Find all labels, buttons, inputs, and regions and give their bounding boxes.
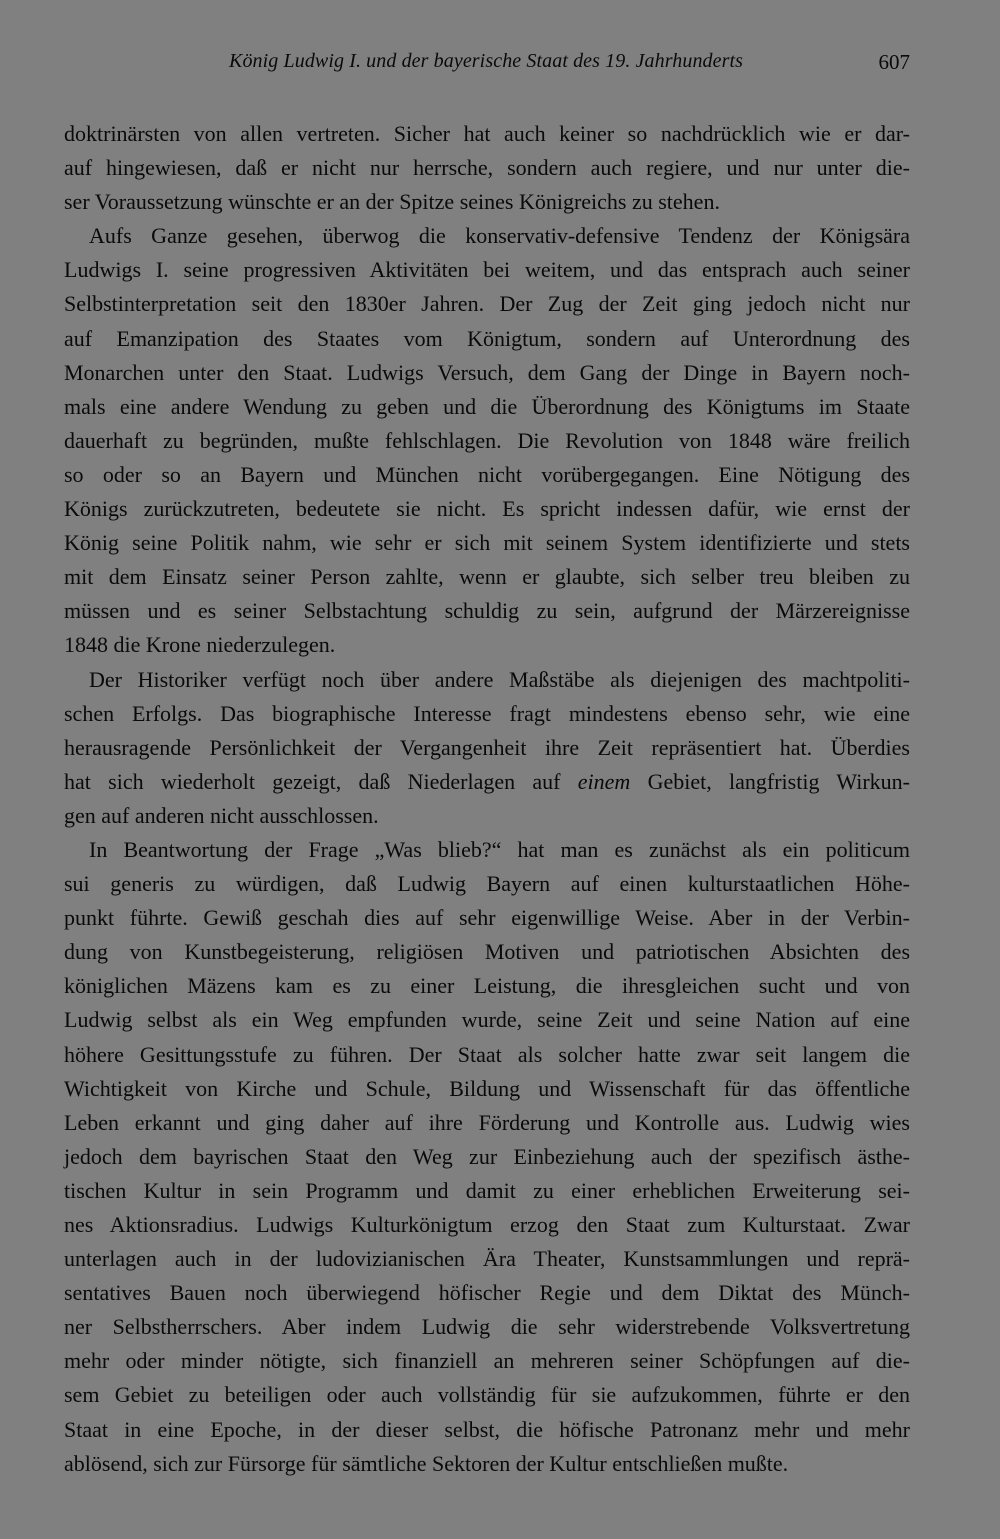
text-line: sentatives Bauen noch überwiegend höfischer Regie und dem Diktat des Münch- — [64, 1280, 910, 1306]
text-line: sem Gebiet zu beteiligen oder auch vollständig für sie aufzukommen, führte er den — [64, 1382, 910, 1408]
body-text — [64, 117, 910, 1481]
text-line: jedoch dem bayrischen Staat den Weg zur Einbeziehung auch der spezifisch ästhe- — [64, 1143, 910, 1169]
text-line: müssen und es seiner Selbstachtung schuldig zu sein, aufgrund der Märzereignisse — [64, 598, 910, 624]
text-line: herausragende Persönlichkeit der Vergangenheit ihre Zeit repräsentiert hat. Überdies — [64, 734, 910, 760]
paragraph — [64, 219, 910, 662]
text-line: Aufs Ganze gesehen, überwog die konservativ-defensive Tendenz der Königsära — [89, 223, 910, 249]
text-line: so oder so an Bayern und München nicht vorübergegangen. Eine Nötigung des — [64, 461, 910, 487]
text-line: ser Voraussetzung wünschte er an der Spitze seines Königreichs zu stehen. — [64, 189, 720, 215]
text-line: punkt führte. Gewiß geschah dies auf sehr eigenwillige Weise. Aber in der Verbin- — [64, 905, 910, 931]
page-number: 607 — [878, 50, 910, 74]
text-line: Wichtigkeit von Kirche und Schule, Bildung und Wissenschaft für das öffentliche — [64, 1075, 910, 1101]
emphasized-word: einem — [577, 768, 631, 794]
running-title: König Ludwig I. und der bayerische Staat des 19. Jahrhunderts — [229, 50, 744, 72]
paragraph — [64, 117, 910, 219]
text-line: schen Erfolgs. Das biographische Interesse fragt mindestens ebenso sehr, wie eine — [64, 700, 910, 726]
text-line: höhere Gesittungsstufe zu führen. Der Staat als solcher hatte zwar seit langem die — [64, 1041, 910, 1067]
paragraph — [64, 833, 910, 1481]
text-line: Ludwigs I. seine progressiven Aktivitäten bei weitem, und das entsprach auch seiner — [64, 257, 910, 283]
text-line: mals eine andere Wendung zu geben und die Überordnung des Königtums im Staate — [64, 393, 910, 419]
text-line: mit dem Einsatz seiner Person zahlte, wenn er glaubte, sich selber treu bleiben zu — [64, 564, 910, 590]
text-line: Ludwig selbst als ein Weg empfunden wurde, seine Zeit und seine Nation auf eine — [64, 1007, 910, 1033]
text-line: Selbstinterpretation seit den 1830er Jahren. Der Zug der Zeit ging jedoch nicht nur — [64, 291, 910, 317]
text-line: dung von Kunstbegeisterung, religiösen Motiven und patriotischen Absichten des — [64, 939, 910, 965]
text-line: Leben erkannt und ging daher auf ihre Förderung und Kontrolle aus. Ludwig wies — [64, 1109, 910, 1135]
text-line: auf hingewiesen, daß er nicht nur herrsche, sondern auch regiere, und nur unter die- — [64, 155, 910, 181]
text-line-with-emphasis — [64, 765, 910, 799]
text-line: 1848 die Krone niederzulegen. — [64, 632, 336, 658]
text-line: Monarchen unter den Staat. Ludwigs Versuch, dem Gang der Dinge in Bayern noch- — [64, 359, 910, 385]
text-line: Staat in eine Epoche, in der dieser selbst, die höfische Patronanz mehr und mehr — [64, 1416, 910, 1442]
text-line: nes Aktionsradius. Ludwigs Kulturkönigtum erzog den Staat zum Kulturstaat. Zwar — [64, 1212, 910, 1237]
text-segment: hat sich wiederholt gezeigt, daß Niederlagen auf — [64, 768, 578, 794]
text-line: ner Selbstherrschers. Aber indem Ludwig die sehr widerstrebende Volksvertretung — [64, 1314, 910, 1340]
text-line: König seine Politik nahm, wie sehr er sich mit seinem System identifizierte und stets — [64, 530, 910, 556]
running-head — [64, 50, 910, 80]
text-segment: Gebiet, langfristig Wirkun- — [630, 768, 910, 794]
book-page — [64, 0, 910, 1539]
text-line: In Beantwortung der Frage „Was blieb?“ hat man es zunächst als ein politicum — [89, 836, 910, 862]
text-line: mehr oder minder nötigte, sich finanziell an mehreren seiner Schöpfungen auf die- — [64, 1348, 910, 1374]
paragraph — [64, 663, 910, 833]
text-line: unterlagen auch in der ludovizianischen Ära Theater, Kunstsammlungen und reprä- — [64, 1246, 910, 1272]
text-line: doktrinärsten von allen vertreten. Sicher hat auch keiner so nachdrücklich wie er dar- — [64, 121, 910, 146]
text-line: dauerhaft zu begründen, mußte fehlschlagen. Die Revolution von 1848 wäre freilich — [64, 427, 910, 453]
text-line: sui generis zu würdigen, daß Ludwig Bayern auf einen kulturstaatlichen Höhe- — [64, 871, 910, 897]
text-line: Königs zurückzutreten, bedeutete sie nicht. Es spricht indessen dafür, wie ernst der — [64, 496, 910, 522]
text-line: tischen Kultur in sein Programm und damit zu einer erheblichen Erweiterung sei- — [64, 1177, 910, 1203]
text-line: auf Emanzipation des Staates vom Königtum, sondern auf Unterordnung des — [64, 325, 910, 351]
text-line: königlichen Mäzens kam es zu einer Leistung, die ihresgleichen sucht und von — [64, 973, 910, 999]
text-line: Der Historiker verfügt noch über andere Maßstäbe als diejenigen des machtpoliti- — [89, 666, 910, 692]
text-line: ablösend, sich zur Fürsorge für sämtliche Sektoren der Kultur entschließen mußte. — [64, 1450, 789, 1476]
text-line: gen auf anderen nicht ausschlossen. — [64, 802, 379, 828]
